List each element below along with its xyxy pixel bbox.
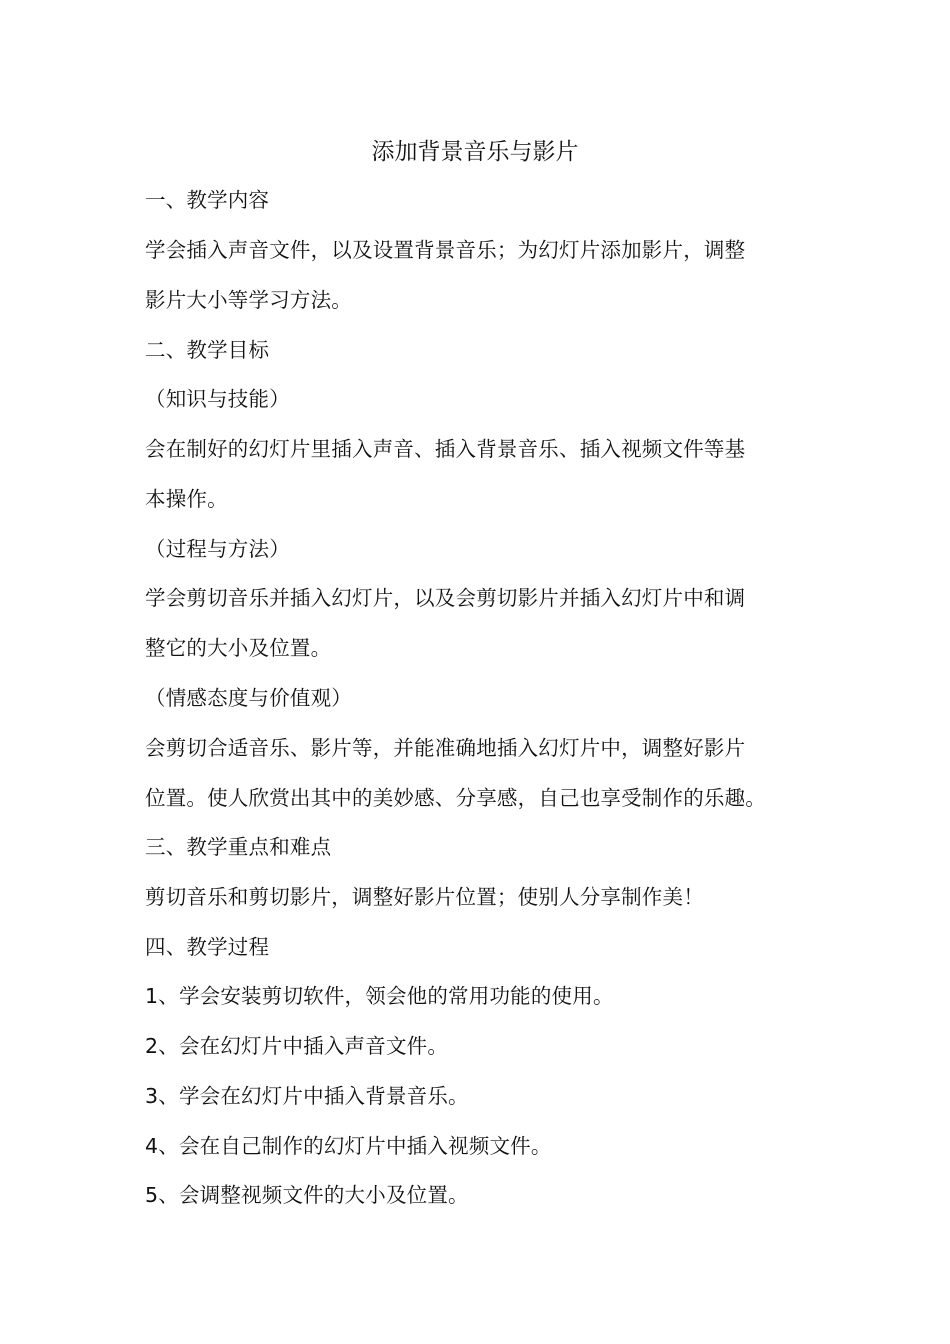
paragraph-line: 剪切音乐和剪切影片，调整好影片位置；使别人分享制作美！ xyxy=(145,885,704,909)
list-item: 3、学会在幻灯片中插入背景音乐。 xyxy=(145,1084,469,1108)
subheading-knowledge: （知识与技能） xyxy=(145,387,290,411)
list-item: 1、学会安装剪切软件，领会他的常用功能的使用。 xyxy=(145,984,614,1008)
subheading-attitude: （情感态度与价值观） xyxy=(145,686,352,710)
paragraph-line: 整它的大小及位置。 xyxy=(145,636,332,660)
paragraph-line: 学会插入声音文件，以及设置背景音乐；为幻灯片添加影片，调整 xyxy=(145,238,746,262)
paragraph-line: 影片大小等学习方法。 xyxy=(145,288,352,312)
section-heading-content: 一、教学内容 xyxy=(145,188,270,212)
section-heading-process: 四、教学过程 xyxy=(145,935,270,959)
paragraph-line: 位置。使人欣赏出其中的美妙感、分享感，自己也享受制作的乐趣。 xyxy=(145,786,766,810)
section-heading-focus: 三、教学重点和难点 xyxy=(145,835,332,859)
list-item: 2、会在幻灯片中插入声音文件。 xyxy=(145,1034,449,1058)
list-item: 5、会调整视频文件的大小及位置。 xyxy=(145,1183,469,1207)
document-title: 添加背景音乐与影片 xyxy=(371,139,579,165)
paragraph-line: 学会剪切音乐并插入幻灯片，以及会剪切影片并插入幻灯片中和调 xyxy=(145,586,746,610)
section-heading-goals: 二、教学目标 xyxy=(145,338,270,362)
list-item: 4、会在自己制作的幻灯片中插入视频文件。 xyxy=(145,1134,552,1158)
paragraph-line: 会在制好的幻灯片里插入声音、插入背景音乐、插入视频文件等基 xyxy=(145,437,746,461)
paragraph-line: 会剪切合适音乐、影片等，并能准确地插入幻灯片中，调整好影片 xyxy=(145,736,746,760)
subheading-process: （过程与方法） xyxy=(145,537,290,561)
paragraph-line: 本操作。 xyxy=(145,487,228,511)
